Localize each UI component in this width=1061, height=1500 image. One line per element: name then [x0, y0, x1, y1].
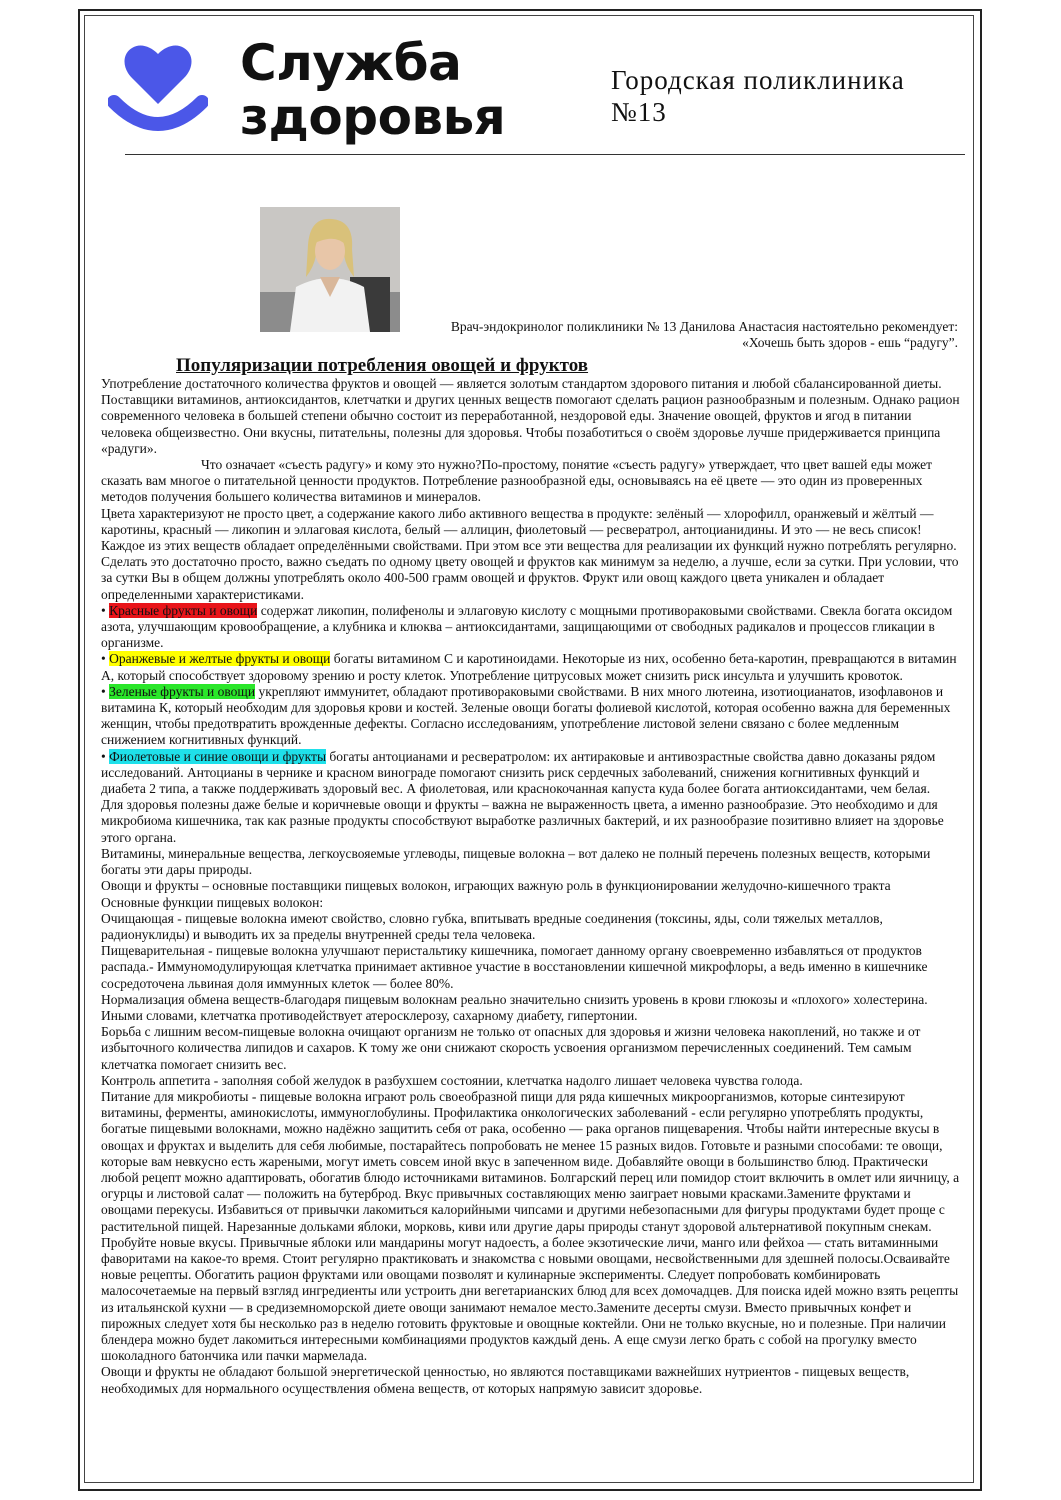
bullet: • [101, 748, 106, 764]
paragraph: Каждое из этих веществ обладает определёнными свойствами. При этом все эти вещества для реализации их функций нужно потреблять регулярно. Сделать это достаточно просто, важно съедать по одному цвету овощей и фруктов как минимум за неделю, а лучше, если за сутки. При условии, что за сутки Вы в общем должны употреблять около 400-500 грамм овощей и фруктов. Фрукт или овощ каждого цвета уникален и обладает определенными характеристиками. [101, 538, 959, 602]
clinic-line-1: Городская поликлиника [611, 65, 905, 95]
brand-line-2: здоровья [240, 88, 506, 146]
article-body [101, 376, 963, 1397]
brand-name [240, 36, 505, 144]
list-item-text: богаты антоцианами и ресвератролом: их антираковые и антивозрастные свойства давно доказаны рядом исследований. Антоцианы в чернике и красном винограде помогают снизить риск сердечных заболеваний, снижения когнитивных функций и диабета 2 типа, а также поддерживать здоровый вес. А фиолетовая, или краснокочанная капуста куда более богата антиоксидантами, чем белая. [101, 748, 936, 797]
paragraph: Употребление достаточного количества фруктов и овощей — является золотым стандартом здорового питания и любой сбалансированной диеты. Поставщики витаминов, антиоксидантов, клетчатки и других ценных веществ помогают сделать рацион разнообразным и полезным. Однако рацион современного человека в большей степени обычно состоит из переработанной, нездоровой еды. Значение овощей, фруктов и ягод в питании человека общеизвестно. Они вкусны, питательны, полезны для здоровья. Чтобы позаботиться о своём здоровье лучше придерживается принципа «радуги». [101, 376, 960, 456]
paragraph: Овощи и фрукты не обладают большой энергетической ценностью, но являются поставщиками важнейших нутриентов - пищевых веществ, необходимых для нормального осуществления обмена веществ, от которых напрямую зависит здоровье. [101, 1364, 910, 1396]
paragraph: Контроль аппетита - заполняя собой желудок в разбухшем состоянии, клетчатка надолго лишает человека чувства голода. [101, 1072, 803, 1088]
paragraph: Борьба с лишним весом-пищевые волокна очищают организм не только от опасных для здоровья и жизни человека накоплений, но также и от избыточного количества липидов и сахаров. К тому же они снижают скорость усвоения организмом перечисленных соединений. Тем самым клетчатка помогает снизить вес. [101, 1024, 921, 1072]
paragraph: Очищающая - пищевые волокна имеют свойство, словно губка, впитывать вредные соединения (токсины, яды, соли тяжелых металлов, радионуклиды) и выводить их за пределы внутренней среды тела человека. [101, 910, 883, 942]
bullet: • [101, 651, 106, 667]
list-item-text: содержат ликопин, полифенолы и эллаговую кислоту с мощными противораковыми свойствами. Свекла богата оксидом азота, улучшающим кровообращение, а клубника и клюква – антиоксидантами, защищающими от свободных радикалов и процессов гликации в организме. [101, 602, 953, 651]
doctor-caption-line-2: «Хочешь быть здоров - ешь “радугу”. [742, 335, 958, 350]
doctor-portrait-icon [260, 207, 400, 332]
bullet: • [101, 602, 106, 618]
paragraph: Питание для микробиоты - пищевые волокна играют роль своеобразной пищи для ряда кишечных микроорганизмов, которые синтезируют витамины, ферменты, аминокислоты, иммуноглобулины. Профилактика онкологических заболеваний - если регулярно употреблять продукты, богатые пищевыми волокнами, можно надёжно защитить себя от рака, особенно — рака органов пищеварения. Чтобы найти интересные вкусы в овощах и фруктах и выделить для себя любимые, постарайтесь попробовать не менее 15 разных видов. Готовьте и разными способами: те овощи, которые вам невкусно есть жареными, могут иметь совсем иной вкус в запеченном виде. Добавляйте овощи в большинство блюд. Практически любой рецепт можно адаптировать, обогатив блюдо источниками витаминов. Болгарский перец или помидор стоит включить в омлет или яичницу, а огурцы и листовой салат — положить на бутерброд. Вкус привычных составляющих меню заиграет новыми красками.Замените фруктами и овощами перекусы. Избавиться от привычки лакомиться калорийными чипсами и другими небезопасными для фигуры продуктами будет проще с растительной пищей. Нарезанные дольками яблоки, морковь, киви или другие дары природы станут здоровой альтернативой покупным снекам. [101, 1088, 960, 1234]
doctor-caption [400, 319, 958, 351]
paragraph: Витамины, минеральные вещества, легкоусвояемые углеводы, пищевые волокна – вот далеко не полный перечень полезных веществ, которыми богаты эти дары природы. [101, 845, 931, 878]
list-item-red [101, 603, 963, 652]
paragraph: Для здоровья полезны даже белые и коричневые овощи и фрукты – важна не выраженность цвета, а именно разнообразие. Это необходимо и для микробиома кишечника, так как разные продукты способствуют выработке различных бактерий, и их разнообразие позитивно влияет на здоровье этого органа. [101, 797, 944, 845]
paragraph [101, 457, 963, 506]
list-item-green [101, 684, 963, 749]
bullet: • [101, 683, 106, 699]
list-item-text: укрепляют иммунитет, обладают противораковыми свойствами. В них много лютеина, изотиоцианатов, изофлавонов и витамина К, который необходим для здоровья крови и костей. Зеленые овощи богаты фолиевой кислотой, которая особенно важна для беременных женщин, чтобы предотвратить врожденные дефекты. Согласно исследованиям, употребление листовой зелени связано с более медленным снижением когнитивных функций. [101, 683, 951, 748]
highlight-green: Зеленые фрукты и овощи [109, 683, 256, 699]
clinic-line-2: №13 [611, 97, 667, 127]
brand-line-1: Служба [240, 34, 462, 92]
article-title: Популяризации потребления овощей и фруктов [176, 355, 589, 376]
paragraph: Пробуйте новые вкусы. Привычные яблоки или мандарины могут надоесть, а более экзотические личи, манго или фейхоа — стать витаминными фаворитами на какое-то время. Стоит регулярно практиковать и знакомства с новыми овощами, несвойственными для здешней полосы.Осваивайте новые рецепты. Обогатить рацион фруктами или овощами позволят и кулинарные эксперименты. Следует попробовать комбинировать малосочетаемые на первый взгляд ингредиенты или устроить дни вегетарианских блюд для всех домочадцев. Для поиска идей можно взять рецепты из итальянской кухни — в средиземноморской диете овощи занимают немалое место.Замените десерты смузи. Вместо привычных конфет и пирожных следует хотя бы несколько раз в неделю готовить фруктовые и овощные коктейли. Они не только вкусные, но и полезные. При наличии блендера можно будет лакомиться интересными комбинациями продуктов каждый день. А еще смузи легко брать с собой на прогулку вместо шоколадного батончика или пачки мармелада. [101, 1234, 959, 1364]
list-item-text: богаты витамином С и каротиноидами. Некоторые из них, особенно бета-каротин, превращаются в витамин А, который способствует здоровому зрению и росту клеток. Употребление цитрусовых может снизить риск инсульта и улучшить кровоток. [101, 651, 957, 683]
list-item-yellow [101, 651, 963, 683]
doctor-caption-line-1: Врач-эндокринолог поликлиники № 13 Данилова Анастасия настоятельно рекомендует: [450, 319, 958, 334]
header-divider [125, 154, 965, 155]
paragraph: Нормализация обмена веществ-благодаря пищевым волокнам реально значительно снизить уровень в крови глюкозы и «плохого» холестерина. Иными словами, клетчатка противодействует атеросклерозу, сахарному диабету, гипертонии. [101, 991, 928, 1023]
list-item-cyan [101, 749, 963, 798]
paragraph: Цвета характеризуют не просто цвет, а содержание какого либо активного вещества в продукте: зелёный — хлорофилл, оранжевый и жёлтый — каротины, красный — ликопин и эллаговая кислота, белый — аллицин, фиолетовый — ресвератрол, антоцианидины. И это — не весь список! [101, 505, 934, 537]
highlight-cyan: Фиолетовые и синие овощи и фрукты [109, 748, 327, 764]
paragraph: Основные функции пищевых волокон: [101, 894, 324, 910]
paragraph-text: Что означает «съесть радугу» и кому это нужно?По-простому, понятие «съесть радугу» утверждает, что цвет вашей еды может сказать вам многое о питательной ценности продуктов. Потребление разнообразной еды, основываясь на её цвете — это один из проверенных методов получения большего количества витаминов и минералов. [101, 457, 933, 505]
paragraph: Овощи и фрукты – основные поставщики пищевых волокон, играющих важную роль в функционировании желудочно-кишечного тракта [101, 878, 891, 894]
highlight-red: Красные фрукты и овощи [109, 602, 258, 618]
highlight-yellow: Оранжевые и желтые фрукты и овощи [109, 651, 331, 667]
clinic-name [611, 64, 905, 128]
paragraph: Пищеварительная - пищевые волокна улучшают перистальтику кишечника, помогает данному органу своевременно избавляться от продуктов распада.- Иммуномодулирующая клетчатка принимает активное участие в восстановлении кишечной микрофлоры, а ведь именно в кишечнике сосредоточена львиная доля иммунных клеток — более 80%. [101, 943, 928, 991]
heart-smile-logo-icon [108, 38, 208, 134]
